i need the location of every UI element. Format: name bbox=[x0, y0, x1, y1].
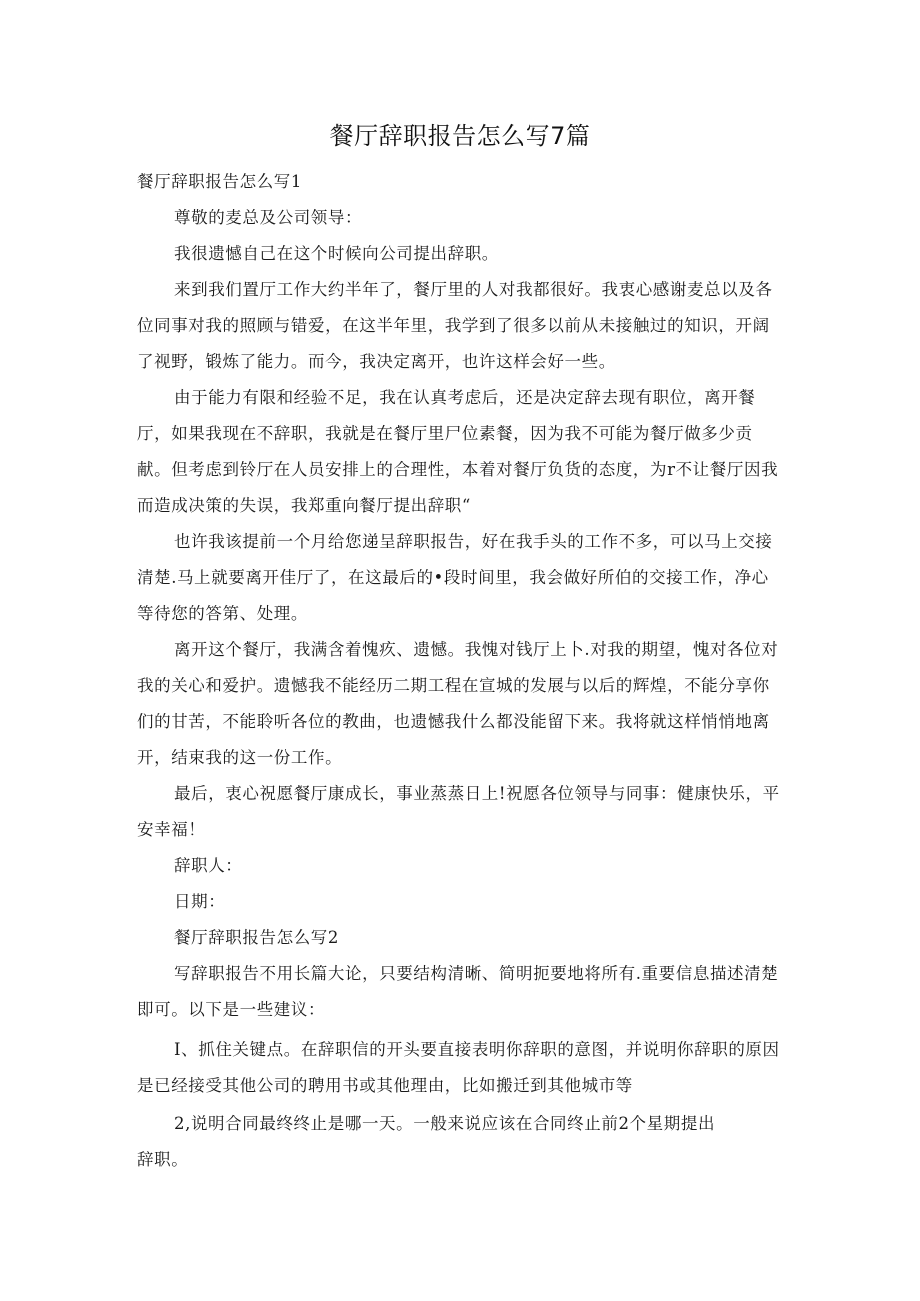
paragraph-line: 等待您的答第、处理。 bbox=[137, 604, 308, 623]
paragraph-line: 即可。以下是一些建议： bbox=[137, 1000, 326, 1019]
date-label: 日期： bbox=[174, 892, 226, 911]
paragraph-line: 也许我该提前一个月给您递呈辞职报告，好在我手头的工作不多，可以马上交接 bbox=[174, 532, 773, 551]
paragraph-line: 我的关心和爱护。遗憾我不能经历二期工程在宣城的发展与以后的辉煌，不能分享你 bbox=[137, 676, 770, 695]
paragraph-line: 开，结束我的这一份工作。 bbox=[137, 748, 343, 767]
paragraph-line: 离开这个餐厅，我满含着愧疚、遗憾。我愧对钱厅上卜.对我的期望，愧对各位对 bbox=[174, 640, 779, 659]
paragraph-line: 们的甘苦，不能聆听各位的教曲，也遗憾我什么都没能留下来。我将就这样悄悄地离 bbox=[137, 712, 770, 731]
paragraph-line: 写辞职报告不用长篇大论，只要结构清晰、简明扼要地将所有.重要信息描述清楚 bbox=[174, 964, 779, 983]
signature-label: 辞职人： bbox=[174, 856, 243, 875]
list-item-1: I、抓住关键点。在辞职信的开头要直接表明你辞职的意图，并说明你辞职的原因 bbox=[174, 1040, 780, 1059]
paragraph-line: 我很遗憾自己在这个时候向公司提出辞职。 bbox=[174, 244, 499, 263]
paragraph-line: 厅，如果我现在不辞职，我就是在餐厅里尸位素餐，因为我不可能为餐厅做多少贡 bbox=[137, 424, 753, 443]
paragraph-line: 来到我们置厅工作大约半年了，餐厅里的人对我都很好。我衷心感谢麦总以及各 bbox=[174, 280, 773, 299]
section-heading-1: 餐厅辞职报告怎么写1 bbox=[137, 172, 302, 191]
paragraph-line: 由于能力有限和经验不足，我在认真考虑后，还是决定辞去现有职位，离开餐 bbox=[174, 388, 756, 407]
list-item-2-cont: 辞职。 bbox=[137, 1150, 189, 1169]
paragraph-line: 安幸福！ bbox=[137, 820, 206, 839]
paragraph-line: 了视野，锻炼了能力。而今，我决定离开，也许这样会好一些。 bbox=[137, 352, 616, 371]
paragraph-line: 而造成决策的失误，我郑重向餐厅提出辞职“ bbox=[137, 496, 471, 515]
list-item-2: 2,说明合同最终终止是哪一天。一般来说应该在合同终止前2个星期提出 bbox=[174, 1114, 716, 1133]
paragraph-line: 献。但考虑到铃厅在人员安排上的合理性，本着对餐厅负货的态度，为r不让餐厅因我 bbox=[137, 460, 779, 479]
paragraph-line: 位同事对我的照顾与错爱，在这半年里，我学到了很多以前从未接触过的知识，开阔 bbox=[137, 316, 770, 335]
paragraph-line: 最后，衷心祝愿餐厅康成长，事业蒸蒸日上!祝愿各位领导与同事：健康快乐，平 bbox=[174, 784, 780, 803]
paragraph-line: 清楚.马上就要离开佳厅了，在这最后的•段时间里，我会做好所伯的交接工作，净心 bbox=[137, 568, 769, 587]
section-heading-2: 餐厅辞职报告怎么写2 bbox=[174, 928, 339, 947]
document-title: 餐厅辞职报告怎么写7篇 bbox=[329, 122, 591, 150]
salutation: 尊敬的麦总及公司领导： bbox=[174, 208, 363, 227]
list-item-1-cont: 是已经接受其他公司的聘用书或其他理由，比如搬迁到其他城市等 bbox=[137, 1076, 633, 1095]
